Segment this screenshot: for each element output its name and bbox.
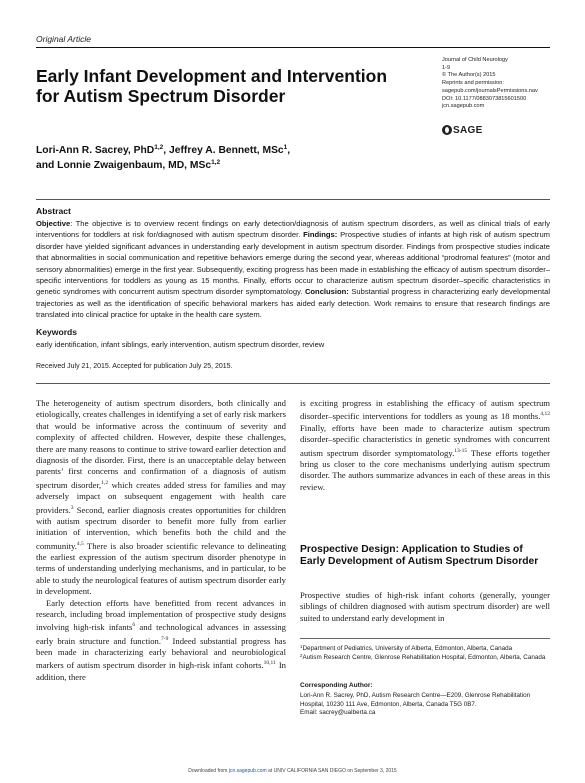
affiliation-item: [300, 645, 550, 654]
citation[interactable]: 3: [70, 504, 74, 511]
corresponding-email[interactable]: Email: sacrey@ualberta.ca: [300, 709, 376, 717]
objective-label: Objective: [36, 219, 71, 228]
conclusion-label: Conclusion:: [304, 287, 349, 297]
affiliation-text: Autism Research Centre, Glenrose Rehabilitation Hospital, Edmonton, Alberta, Canada: [302, 653, 546, 661]
body-text: Second, earlier diagnosis creates opportunities for children with autism spectrum disorder to benefit more fully from earlier initiation of intervention, which benefits both the child and the community.: [36, 504, 286, 551]
body-paragraph: [36, 598, 286, 683]
journal-meta: [442, 57, 557, 111]
article-title: Early Infant Development and Intervention for Autism Spectrum Disorder: [36, 66, 388, 106]
citation[interactable]: 10,11: [263, 660, 276, 667]
citation[interactable]: 4,5: [76, 540, 84, 547]
section-rule: [36, 383, 550, 384]
sage-logo: [442, 124, 483, 136]
body-column-left: [36, 398, 286, 683]
download-notice: [0, 768, 585, 774]
objective-text: : The objective is to overview recent findings on early detection/diagnosis of autism spectrum disorders, as well as clinical trials of early interventions for toddlers at risk for/diagnosed with autism spectrum disorder.: [36, 219, 550, 240]
sage-logo-text: SAGE: [453, 124, 483, 136]
body-text: is exciting progress in establishing the efficacy of autism spectrum disorder–specific interventions for toddlers as young as 18 months.: [300, 398, 550, 422]
body-text: Finally, efforts have been made to characterize autism spectrum disorder–specific characteristics in genetic syndromes with concurrent autism spectrum disorder symptomatology.: [300, 422, 550, 458]
abstract-heading: Abstract: [36, 206, 71, 216]
body-text: and technological advances in assessing early brain structure and function.: [36, 622, 286, 646]
body-text: These efforts together bring us closer to the core mechanisms underlying autism spectrum disorder. The authors summarize advances in each of these areas in this review.: [300, 447, 550, 492]
corresponding-address: Lori-Ann R. Sacrey, PhD, Autism Research Centre—E209, Glenrose Rehabilitation Hospital, 10230 111 Ave, Edmonton, Alberta, Canada T5G 0B7.: [300, 692, 531, 708]
body-column-right-intro: [300, 398, 550, 493]
affiliation-number: 1: [300, 644, 303, 649]
affiliation-item: [300, 654, 550, 663]
author-affiliation-ref: 1: [283, 144, 288, 151]
header-rule: [36, 47, 550, 48]
journal-name: Journal of Child Neurology: [442, 57, 508, 63]
body-text: There is also broader scientific relevance to delineating the earliest expression of the autism spectrum disorder phenotype in terms of understanding underlying mechanisms, and in particular, to be able to study the neurological features of autism spectrum disorder early in development.: [36, 540, 286, 597]
page-range: 1-9: [442, 64, 451, 71]
conclusion-text: Substantial progress in characterizing early developmental trajectories as well as the identification of specific behavioral markers has aided early detection. Work remains to ensure that research findings are translated into clinical practice for uptake in the health care system.: [36, 287, 551, 320]
download-source-link[interactable]: jcn.sagepub.com: [228, 768, 267, 774]
author-name: and Lonnie Zwaigenbaum, MD, MSc: [36, 160, 212, 171]
citation[interactable]: 4,12: [540, 411, 550, 418]
author-affiliation-ref: 1,2: [211, 159, 221, 166]
abstract-rule: [36, 199, 550, 200]
body-text: Early detection efforts have benefitted from recent advances in research, including broad implementation of prospective study designs involving high-risk infants: [36, 597, 286, 633]
author-name: Lori-Ann R. Sacrey, PhD: [36, 145, 155, 156]
findings-text: Prospective studies of infants at high risk of autism spectrum disorder have yielded significant advances in understanding early development in autism spectrum disorder. Findings from prospective studies indicate that abnormalities in social communication and repetitive behaviors emerge during the second year, whereas additional “prodromal features” (motor and sensory abnormalities) emerge in the first year. Subsequently, exciting progress has been made in establishing the efficacy of autism spectrum disorder–specific interventions for toddlers as young as 15 months. Finally, efforts occur to characterize autism spectrum disorder–specific characteristics in genetic syndromes with concurrent autism spectrum disorder symptomatology.: [36, 230, 550, 297]
citation[interactable]: 1,2: [101, 479, 109, 486]
keywords-list: early identification, infant siblings, early intervention, autism spectrum disorder, review: [36, 340, 325, 349]
body-text: The heterogeneity of autism spectrum disorders, both clinically and etiologically, creates challenges in identifying a set of early risk markers that would be informative across the continuum of severity and complexity of affected children. However, despite these challenges, there are many reasons to continue to strive toward earlier detection and diagnosis of the disorder. First, there is an unacceptable delay between parents’ first concerns and confirmation of a diagnosis of autism spectrum disorder,: [36, 398, 286, 490]
citation[interactable]: 6: [132, 622, 136, 629]
copyright-notice: © The Author(s) 2015: [442, 72, 496, 79]
author-list: Lori-Ann R. Sacrey, PhD$^{1,2}$, Jeffrey A. Bennett, MSc$^1$, and Lonnie Zwaigenbaum, MD, MSc$^{1,2}$: [36, 144, 291, 171]
journal-site-link[interactable]: jcn.sagepub.com: [442, 103, 485, 110]
article-type-label: Original Article: [36, 34, 91, 44]
author-affiliation-ref: 1,2: [154, 144, 164, 151]
keywords-heading: Keywords: [36, 327, 78, 337]
sage-logo-mark-icon: [442, 125, 452, 135]
reprints-label: Reprints and permission:: [442, 80, 504, 87]
section-heading: Prospective Design: Application to Studies of Early Development of Autism Spectrum Disorder: [300, 544, 539, 568]
affiliations: [300, 645, 550, 662]
corresponding-author: [300, 692, 550, 718]
citation[interactable]: 7-9: [161, 635, 169, 642]
received-dates: Received July 21, 2015. Accepted for publication July 25, 2015.: [36, 363, 233, 370]
reprints-link[interactable]: sagepub.com/journalsPermissions.nav: [442, 87, 538, 94]
abstract-body: [36, 218, 550, 321]
findings-label: Findings:: [303, 230, 338, 240]
body-paragraph: [36, 398, 286, 598]
corresponding-author-heading: Corresponding Author:: [300, 682, 373, 689]
body-text: In addition, there: [36, 660, 286, 682]
citation[interactable]: 13-15: [454, 447, 468, 454]
download-suffix: at UNIV CALIFORNIA SAN DIEGO on September 3, 2015: [266, 768, 397, 774]
affiliation-text: Department of Pediatrics, University of Alberta, Edmonton, Alberta, Canada: [302, 645, 513, 652]
footnote-rule: [300, 638, 550, 639]
body-text: Indeed substantial progress has been made in characterizing early behavioral and neurobiological markers of autism spectrum disorder in high-risk infant cohorts.: [36, 635, 286, 671]
doi[interactable]: DOI: 10.1177/0883073815601500: [442, 95, 527, 102]
body-text: which creates added stress for families and may adversely impact on subsequent engagement with health care providers.: [36, 479, 286, 515]
section-body: Prospective studies of high-risk infant cohorts (generally, younger siblings of children diagnosed with autism spectrum disorder) are well suited to understand early development in: [300, 590, 550, 623]
download-prefix: Downloaded from: [188, 768, 229, 774]
affiliation-number: 2: [300, 652, 303, 658]
author-name: Jeffrey A. Bennett, MSc: [169, 145, 284, 156]
